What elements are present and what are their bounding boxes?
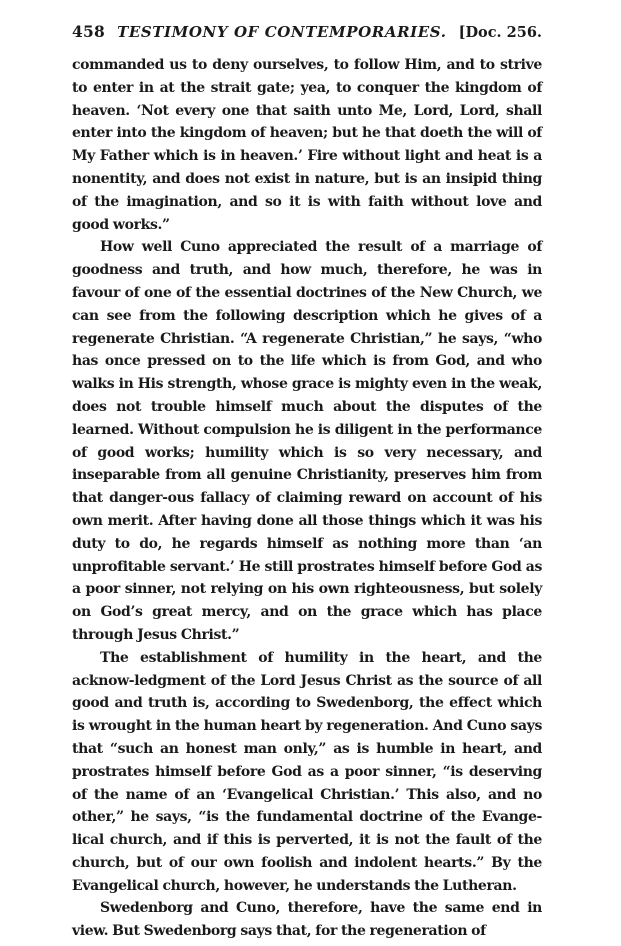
book-page	[72, 22, 542, 943]
document-reference: [Doc. 256.	[458, 24, 542, 41]
running-header	[72, 22, 542, 46]
paragraph-continued: commanded us to deny ourselves, to follow Him, and to strive to enter in at the strait gate; yea, to conquer the kingdom of heaven. ‘Not every one that saith unto Me, Lord, Lord, shall enter into the kingdom of heaven; but he that doeth the will of My Father which is in heaven.’ Fire without light and heat is a nonentity, and does not exist in nature, but is an insipid thing of the imagination, and so it is with faith without love and good works.”	[72, 57, 542, 233]
body-text	[72, 54, 542, 943]
paragraph: The establishment of humility in the heart, and the acknow-ledgment of the Lord Jesus Christ as the source of all good and truth is, according to Swedenborg, the effect which is wrought in the human heart by regeneration. And Cuno says that “such an honest man only,” as is humble in heart, and prostrates himself before God as a poor sinner, “is deserving of the name of an ‘Evangelical Christian.’ This also, and no other,” he says, “is the fundamental doctrine of the Evange-lical church, and if this is perverted, it is not the fault of the church, but of our own foolish and indolent hearts.” By the Evangelical church, however, he understands the Lutheran.	[72, 649, 542, 894]
paragraph: Swedenborg and Cuno, therefore, have the same end in view. But Swedenborg says that, for the regeneration of	[72, 900, 542, 940]
page-number: 458	[72, 22, 105, 41]
running-title: TESTIMONY OF CONTEMPORARIES.	[117, 23, 447, 41]
paragraph: How well Cuno appreciated the result of a marriage of goodness and truth, and how much, therefore, he was in favour of one of the essential doctrines of the New Church, we can see from the following description which he gives of a regenerate Christian. “A regenerate Christian,” he says, “who has once pressed on to the life which is from God, and who walks in His strength, whose grace is mighty even in the weak, does not trouble himself much about the disputes of the learned. Without compulsion he is diligent in the performance of good works; humility which is so very necessary, and inseparable from all genuine Christianity, preserves him from that danger-ous fallacy of claiming reward on account of his own merit. After having done all those things which it was his duty to do, he regards himself as nothing more than ‘an unprofitable servant.’ He still prostrates himself before God as a poor sinner, not relying on his own righteousness, but solely on God’s great mercy, and on the grace which has place through Jesus Christ.”	[72, 239, 542, 643]
